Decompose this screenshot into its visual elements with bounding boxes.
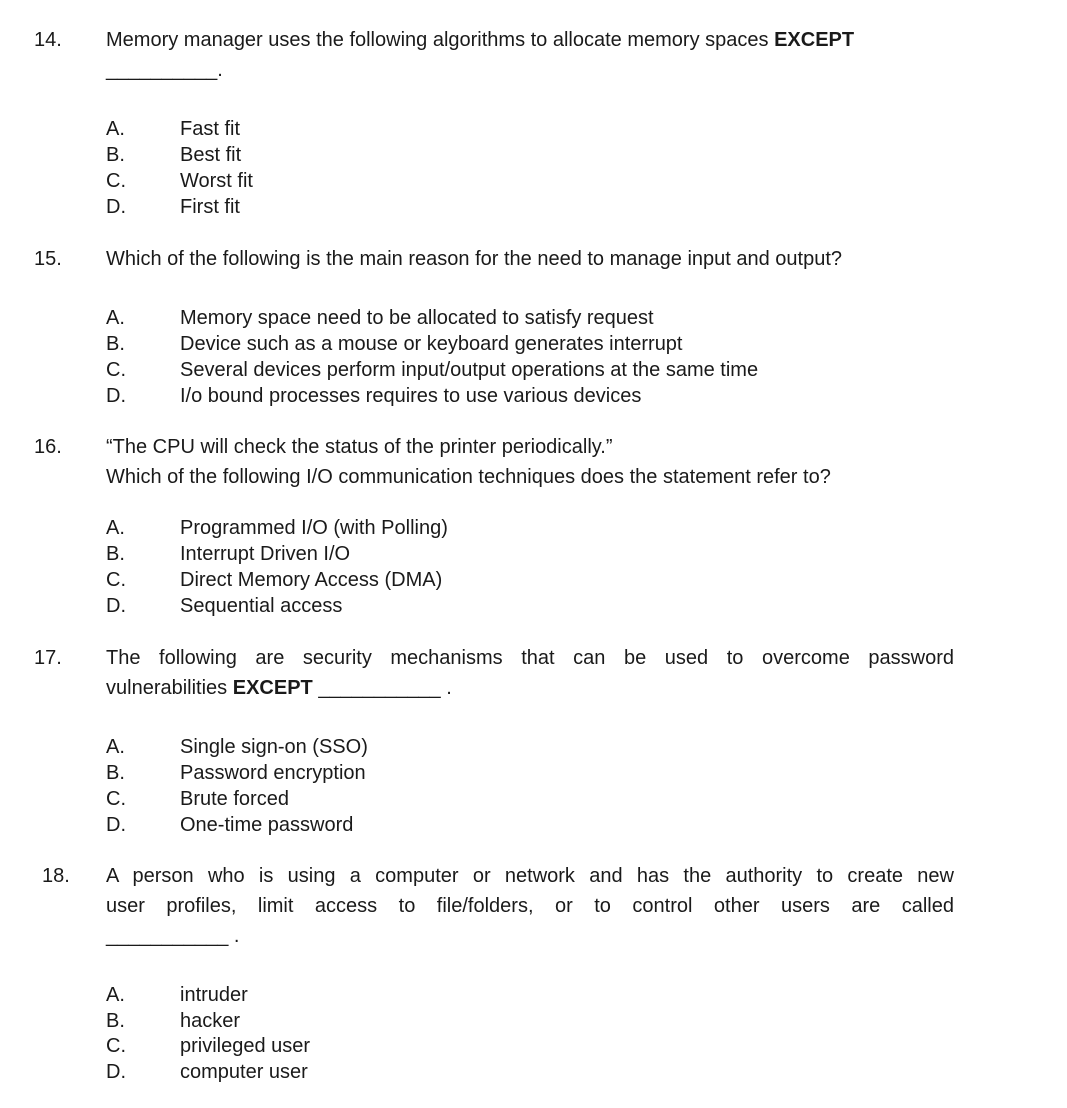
option-text: hacker	[180, 1010, 241, 1032]
option-text: Device such as a mouse or keyboard generates interrupt	[180, 333, 683, 355]
option-letter: B.	[106, 144, 125, 166]
option-text: First fit	[180, 196, 240, 218]
question-number: 14.	[34, 29, 62, 51]
option-text: privileged user	[180, 1035, 311, 1057]
option-text: Best fit	[180, 144, 242, 166]
option-text: Password encryption	[180, 762, 366, 784]
question-stem: Which of the following is the main reason for the need to manage input and output?	[106, 248, 843, 270]
option-text: Single sign-on (SSO)	[180, 736, 368, 758]
option-text: Memory space need to be allocated to satisfy request	[180, 307, 654, 329]
option-letter: D.	[106, 595, 126, 617]
option-letter: C.	[106, 569, 126, 591]
option-letter: B.	[106, 762, 125, 784]
option-letter: D.	[106, 814, 126, 836]
option-text: Several devices perform input/output operations at the same time	[180, 359, 759, 381]
option-letter: A.	[106, 517, 125, 539]
option-text: Direct Memory Access (DMA)	[180, 569, 443, 591]
option-letter: D.	[106, 1061, 126, 1083]
stem-text: vulnerabilities	[106, 677, 228, 699]
option-letter: A.	[106, 984, 125, 1006]
question-stem: A person who is using a computer or network and has the authority to create new	[106, 865, 954, 887]
answer-blank: __________.	[106, 59, 223, 81]
option-text: Interrupt Driven I/O	[180, 543, 351, 565]
answer-blank: ___________ .	[318, 677, 452, 699]
answer-blank: ___________ .	[106, 925, 240, 947]
option-letter: C.	[106, 788, 126, 810]
question-stem	[106, 30, 854, 50]
question-stem-continued	[106, 678, 452, 698]
option-text: Brute forced	[180, 788, 289, 810]
question-stem: The following are security mechanisms that can be used to overcome password	[106, 647, 954, 669]
option-letter: C.	[106, 170, 126, 192]
question-quote: “The CPU will check the status of the printer periodically.”	[106, 436, 613, 458]
option-letter: A.	[106, 118, 125, 140]
question-stem-continued: user profiles, limit access to file/folders, or to control other users are called	[106, 895, 954, 917]
option-letter: B.	[106, 1010, 125, 1032]
option-text: One-time password	[180, 814, 354, 836]
option-letter: D.	[106, 385, 126, 407]
stem-text: Memory manager uses the following algorithms to allocate memory spaces	[106, 29, 769, 51]
option-text: computer user	[180, 1061, 308, 1083]
question-number: 18.	[42, 865, 70, 887]
option-text: Programmed I/O (with Polling)	[180, 517, 448, 539]
question-number: 16.	[34, 436, 62, 458]
option-text: Fast fit	[180, 118, 241, 140]
stem-emphasis: EXCEPT	[232, 677, 313, 699]
option-letter: C.	[106, 1035, 126, 1057]
option-letter: B.	[106, 543, 125, 565]
question-number: 15.	[34, 248, 62, 270]
option-letter: B.	[106, 333, 125, 355]
stem-emphasis: EXCEPT	[774, 29, 855, 51]
question-number: 17.	[34, 647, 62, 669]
option-text: intruder	[180, 984, 248, 1006]
option-letter: A.	[106, 307, 125, 329]
option-text: Worst fit	[180, 170, 253, 192]
option-letter: D.	[106, 196, 126, 218]
option-text: I/o bound processes requires to use various devices	[180, 385, 642, 407]
option-letter: A.	[106, 736, 125, 758]
question-stem: Which of the following I/O communication techniques does the statement refer to?	[106, 466, 831, 488]
option-letter: C.	[106, 359, 126, 381]
option-text: Sequential access	[180, 595, 343, 617]
